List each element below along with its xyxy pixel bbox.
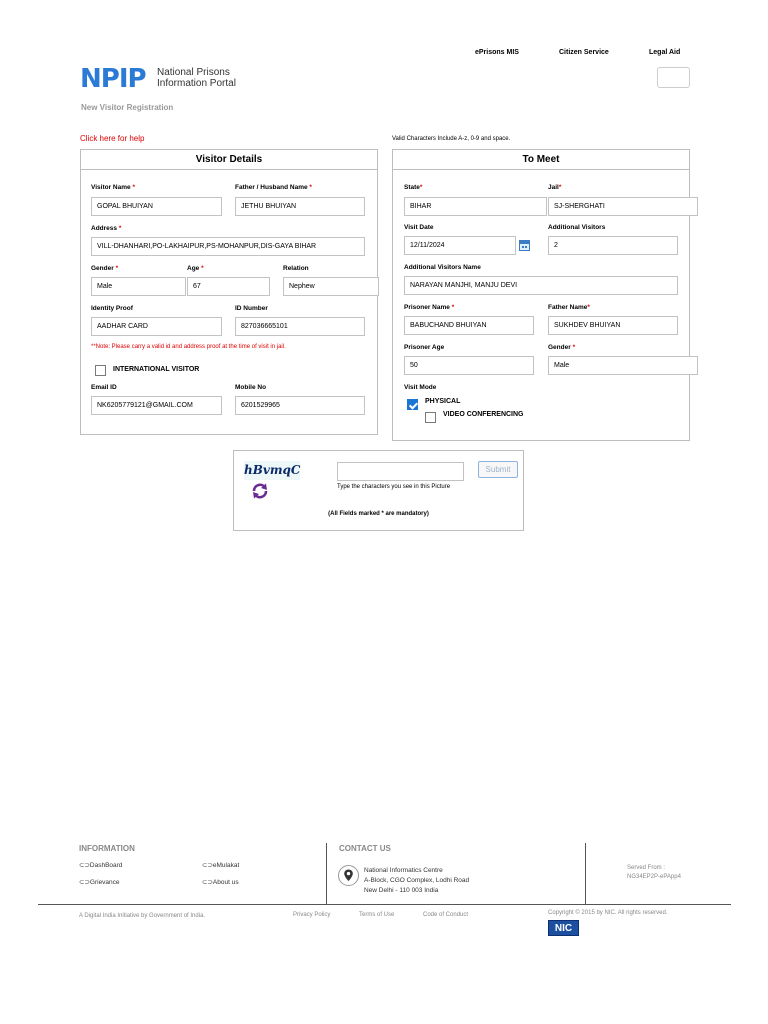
logo-caption-line1: National Prisons [157,67,230,78]
address-label: Address * [91,225,122,232]
nav-citizen-service[interactable]: Citizen Service [559,49,609,56]
additional-visitors-name-label: Additional Visitors Name [404,264,481,271]
visitor-name-input[interactable]: GOPAL BHUIYAN [91,197,222,216]
gender-select[interactable]: Male [91,277,186,296]
international-visitor-label: INTERNATIONAL VISITOR [113,366,200,373]
identity-proof-select[interactable]: AADHAR CARD [91,317,222,336]
prisoner-gender-label: Gender * [548,344,576,351]
visit-date-label: Visit Date [404,224,434,231]
location-pin-icon [338,865,359,886]
state-label: State* [404,184,423,191]
link-icon: ⊂⊃ [79,862,90,869]
served-from-label: Served From : [627,865,666,871]
jail-label: Jail* [548,184,562,191]
id-number-input[interactable]: 827036665101 [235,317,365,336]
digital-india-text: A Digital India Initiative by Government of India. [79,913,206,919]
captcha-input[interactable] [337,462,464,481]
refresh-captcha-icon[interactable] [250,482,270,500]
footer-link-grievance[interactable]: ⊂⊃Grievance [79,879,120,886]
prisoner-age-input[interactable]: 50 [404,356,534,375]
gender-label: Gender * [91,265,119,272]
npip-logo: NPIP [80,64,146,94]
additional-visitors-select[interactable]: 2 [548,236,678,255]
visitor-details-title: Visitor Details [81,150,377,170]
logo-caption [157,67,236,89]
submit-button[interactable]: Submit [478,461,518,478]
age-input[interactable]: 67 [187,277,270,296]
visit-date-input[interactable]: 12/11/2024 [404,236,516,255]
international-visitor-checkbox[interactable] [95,365,106,376]
footer-link-emulakat[interactable]: ⊂⊃eMulakat [202,862,240,869]
captcha-image: hBvmqC [244,461,300,480]
to-meet-title: To Meet [393,150,689,170]
link-icon: ⊂⊃ [202,862,213,869]
contact-address-line2: A-Block, CGO Complex, Lodhi Road [364,877,470,884]
copyright-text: Copyright © 2015 by NIC. All rights reserved. [548,910,668,916]
father-name-label: Father / Husband Name * [235,184,312,191]
valid-chars-note: Valid Characters Include A-z, 0-9 and space. [392,136,511,142]
nic-logo: NIC [548,920,579,936]
relation-select[interactable]: Nephew [283,277,379,296]
prisoner-father-input[interactable]: SUKHDEV BHUIYAN [548,316,678,335]
additional-visitors-label: Additional Visitors [548,224,606,231]
logo-caption-line2: Information Portal [157,78,236,89]
visitor-name-label: Visitor Name * [91,184,135,191]
prisoner-name-input[interactable]: BABUCHAND BHUIYAN [404,316,534,335]
contact-address [364,866,469,896]
link-icon: ⊂⊃ [79,879,90,886]
prisoner-name-label: Prisoner Name * [404,304,455,311]
email-label: Email ID [91,384,117,391]
footer-divider [585,843,586,904]
id-proof-note: **Note: Please carry a valid id and address proof at the time of visit in jail. [91,344,286,350]
relation-label: Relation [283,265,309,272]
video-conferencing-label: VIDEO CONFERENCING [443,411,524,418]
additional-visitors-name-input[interactable]: NARAYAN MANJHI, MANJU DEVI [404,276,678,295]
footer-link-about-us[interactable]: ⊂⊃About us [202,879,239,886]
footer-information-heading: INFORMATION [79,844,135,853]
served-from [627,864,681,882]
address-input[interactable]: VILL-DHANHARI,PO-LAKHAIPUR,PS-MOHANPUR,DIS-GAYA BIHAR [91,237,365,256]
father-name-input[interactable]: JETHU BHUIYAN [235,197,365,216]
mandatory-note: (All Fields marked * are mandatory) [328,511,429,517]
served-from-value: NG34EP2P-ePApp4 [627,874,681,880]
footer-contact-heading: CONTACT US [339,844,391,853]
code-of-conduct-link[interactable]: Code of Conduct [423,912,469,918]
contact-address-line3: New Delhi - 110 003 India [364,887,439,894]
footer-divider [326,843,327,904]
contact-address-line1: National Informatics Centre [364,867,443,874]
prisoner-age-label: Prisoner Age [404,344,445,351]
jail-select[interactable]: SJ-SHERGHATI [548,197,698,216]
identity-proof-label: Identity Proof [91,305,133,312]
privacy-policy-link[interactable]: Privacy Policy [293,912,331,918]
id-number-label: ID Number [235,305,268,312]
menu-toggle-button[interactable] [657,67,690,88]
footer-link-dashboard[interactable]: ⊂⊃DashBoard [79,862,123,869]
email-input[interactable]: NK6205779121@GMAIL.COM [91,396,222,415]
prisoner-gender-select[interactable]: Male [548,356,698,375]
physical-checkbox[interactable] [407,399,418,410]
mobile-label: Mobile No [235,384,267,391]
nav-eprisons-mis[interactable]: ePrisons MIS [475,49,519,56]
physical-label: PHYSICAL [425,398,461,405]
state-select[interactable]: BIHAR [404,197,547,216]
captcha-hint: Type the characters you see in this Picture [337,484,451,490]
link-icon: ⊂⊃ [202,879,213,886]
prisoner-father-label: Father Name* [548,304,590,311]
terms-of-use-link[interactable]: Terms of Use [359,912,395,918]
nav-legal-aid[interactable]: Legal Aid [649,49,681,56]
video-conferencing-checkbox[interactable] [425,412,436,423]
help-link[interactable]: Click here for help [80,134,145,143]
calendar-icon[interactable] [519,240,530,251]
mobile-input[interactable]: 6201529965 [235,396,365,415]
footer-rule [38,904,731,905]
page-title: New Visitor Registration [81,103,174,112]
visit-mode-label: Visit Mode [404,384,437,391]
age-label: Age * [187,265,204,272]
